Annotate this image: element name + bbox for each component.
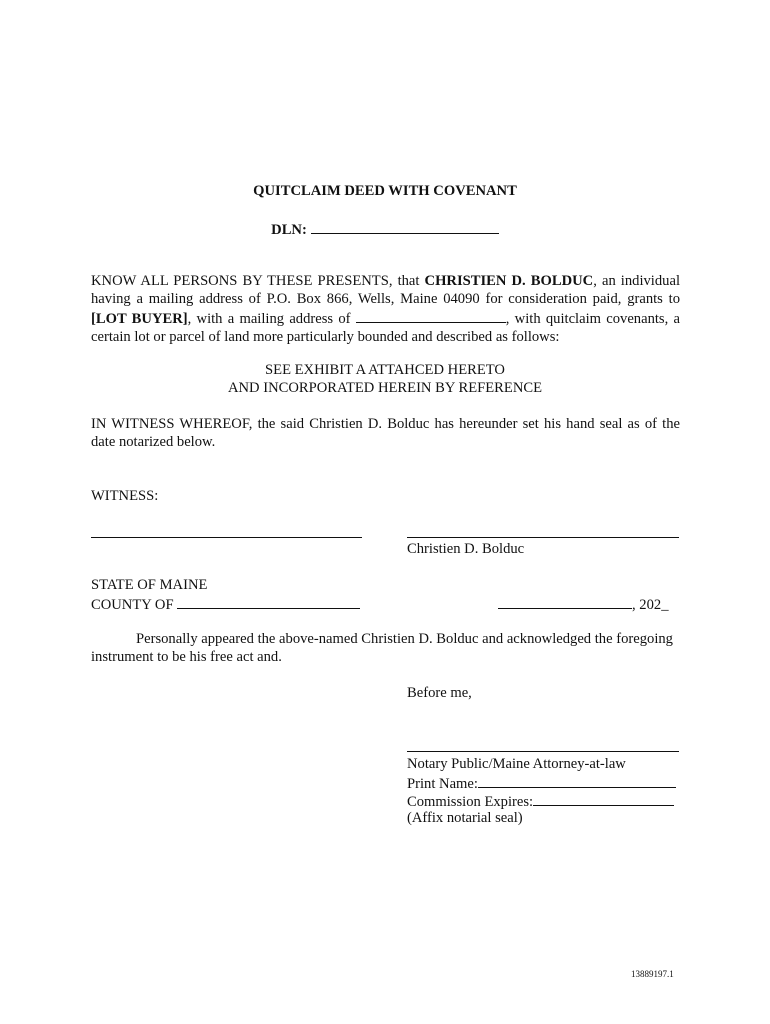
print-name-label: Print Name: [407,776,478,792]
before-me: Before me, [407,685,472,701]
grantor-signature-line[interactable] [407,537,679,538]
county-blank[interactable] [177,594,360,609]
conveyance-text-2: , an individual having a mailing address of P.O. Box 866, Wells, Maine 04090 for consideration paid, grants to [91,273,680,307]
county-line [91,594,360,614]
notary-title: Notary Public/Maine Attorney-at-law [407,756,626,772]
dln-line [0,219,770,239]
state-line: STATE OF MAINE [91,577,208,593]
commission-line [407,791,674,811]
witness-label: WITNESS: [91,488,159,504]
dln-blank[interactable] [311,219,499,234]
notary-signature-line[interactable] [407,751,679,752]
exhibit-line-1: SEE EXHIBIT A ATTAHCED HERETO [265,362,505,378]
commission-label: Commission Expires: [407,794,534,810]
commission-blank[interactable] [533,791,674,806]
document-title: QUITCLAIM DEED WITH COVENANT [253,183,517,199]
conveyance-paragraph [91,272,680,346]
acknowledgment: Personally appeared the above-named Christien D. Bolduc and acknowledged the foregoing instrument to be his free act and. [91,631,673,665]
year-suffix: , 202_ [632,597,669,613]
signer-name: Christien D. Bolduc [407,541,525,557]
conveyance-text-3: , with a mailing address of [187,311,356,327]
dln-label: DLN: [271,222,307,238]
witness-clause: IN WITNESS WHEREOF, the said Christien D. Bolduc has hereunder set his hand seal as of the date notarized below. [91,416,680,450]
date-blank[interactable] [498,594,632,609]
conveyance-text-4: , with quitclaim covenants, a certain lot or parcel of land more particularly bounded and described as follows: [91,311,680,345]
conveyance-text-1: KNOW ALL PERSONS BY THESE PRESENTS, that [91,273,425,289]
county-label: COUNTY OF [91,597,174,613]
grantee-address-blank[interactable] [356,308,506,323]
grantee-name: [LOT BUYER] [91,311,188,327]
witness-signature-line[interactable] [91,537,362,538]
print-name-blank[interactable] [478,773,676,788]
print-name-line [407,773,676,793]
affix-seal-note: (Affix notarial seal) [407,810,523,826]
date-line [498,594,668,614]
exhibit-line-2: AND INCORPORATED HEREIN BY REFERENCE [227,380,543,396]
grantor-name: CHRISTIEN D. BOLDUC [424,273,594,289]
document-number: 13889197.1 [631,969,674,979]
